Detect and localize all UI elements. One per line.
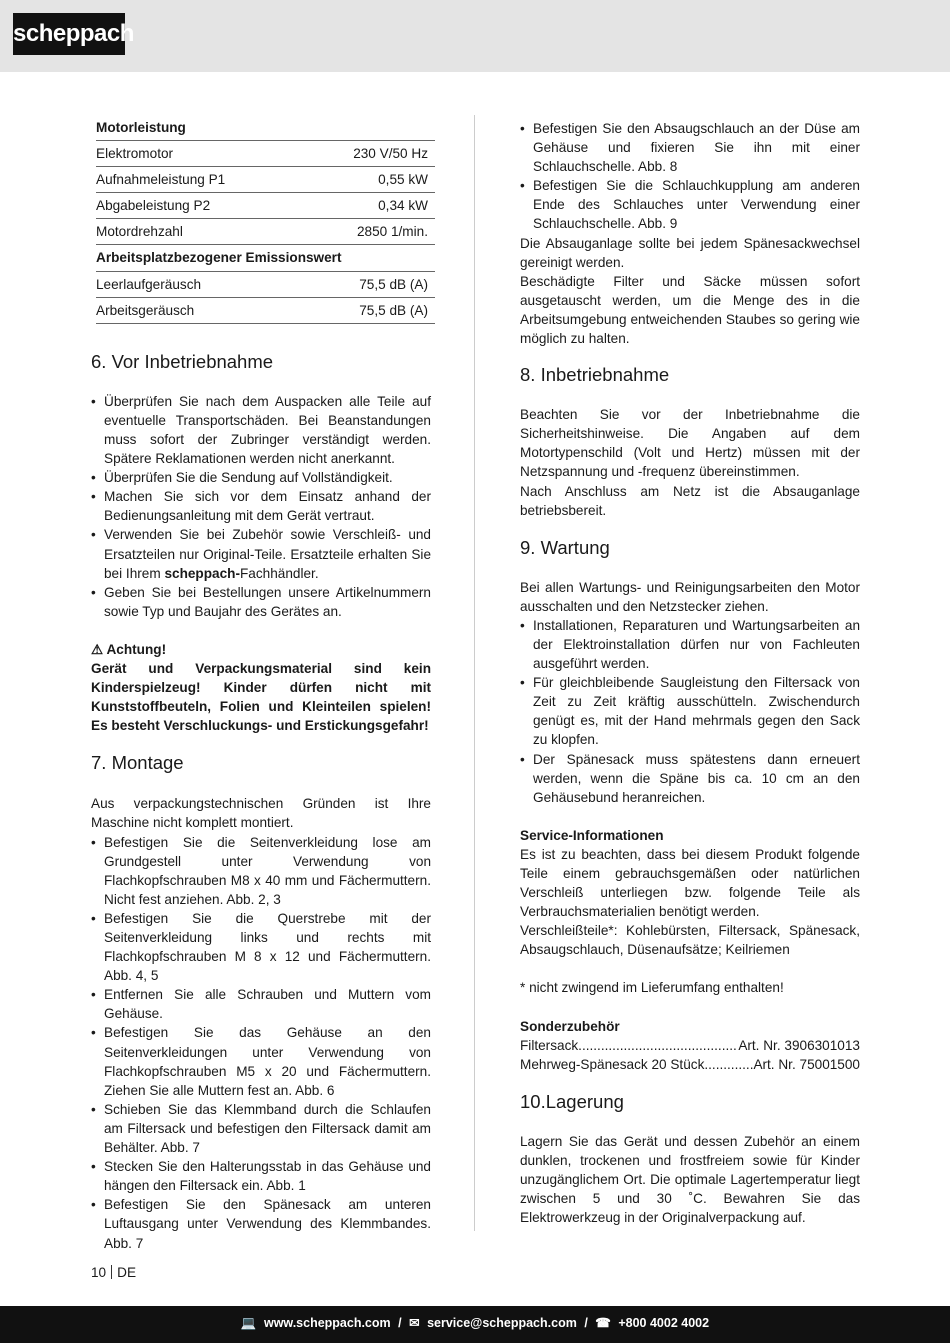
paragraph: Lagern Sie das Gerät und dessen Zubehör an einem dunklen, trockenen und frostfreiem sowie für Kinder unzugänglichem Ort. Die optimale Lagertemperatur liegt zwischen 5 und 30 ˚C. Bewahren Sie das Elektrowerkzeug in der Originalverpackung auf. — [520, 1133, 860, 1226]
phone-number[interactable]: +800 4002 4002 — [618, 1316, 710, 1330]
accessory-row: Filtersack ..... Art. Nr. 3906301013 — [520, 1036, 860, 1055]
list-item: • Überprüfen Sie die Sendung auf Vollständigkeit. — [91, 468, 431, 487]
paragraph: Es ist zu beachten, dass bei diesem Produkt folgende Teile einem gebrauchsgemäßen oder natürlichen Verschleiß unterliegen bzw. folgende Teile als Verbrauchsmaterialien benötigt werden. — [520, 846, 860, 920]
page-header — [0, 0, 950, 72]
spec-row: Motordrehzahl 2850 1/min. — [96, 219, 435, 245]
computer-icon: 💻 — [240, 1316, 257, 1330]
spec-row: Abgabeleistung P2 0,34 kW — [96, 193, 435, 219]
spec-section-header: Motorleistung — [96, 115, 435, 141]
email-link[interactable]: service@scheppach.com — [427, 1316, 577, 1330]
brand-name: scheppach- — [164, 565, 240, 581]
s7-list-continued — [520, 119, 860, 234]
list-item: • Befestigen Sie den Absaugschlauch an der Düse am Gehäuse und fixieren Sie ihn mit einer Schlauchschelle. Abb. 8 — [520, 119, 860, 176]
list-item: • Überprüfen Sie nach dem Auspacken alle Teile auf eventuelle Transportschäden. Bei Beanstandungen muss sofort der Zubringer verständigt werden. Spätere Reklamationen werden nicht anerkannt. — [91, 392, 431, 468]
scheppach-logo: scheppach — [13, 13, 125, 55]
list-item: • Verwenden Sie bei Zubehör sowie Verschleiß- und Ersatzteilen nur Original-Teile. Ersatzteile erhalten Sie bei Ihrem scheppach-Fachhändler. — [91, 525, 431, 582]
website-link[interactable]: www.scheppach.com — [263, 1316, 391, 1330]
phone-icon: ☎ — [595, 1316, 611, 1330]
mail-icon: ✉ — [409, 1316, 420, 1330]
list-item: • Schieben Sie das Klemmband durch die Schlaufen am Filtersack und befestigen den Filtersack damit am Behälter. Abb. 7 — [91, 1100, 431, 1157]
list-item: • Befestigen Sie das Gehäuse an den Seitenverkleidungen unter Verwendung von Flachkopfschrauben M5 x 20 und Fächermuttern. Ziehen Sie alle Muttern fest an. Abb. 6 — [91, 1023, 431, 1099]
warning-text: Gerät und Verpackungsmaterial sind kein Kinderspielzeug! Kinder dürfen nicht mit Kunststoffbeuteln, Folien und Kleinteilen spielen! Es besteht Verschluckungs- und Erstickungsgefahr! — [91, 660, 431, 734]
section-heading-9: 9. Wartung — [520, 536, 610, 558]
page-number: 10 DE — [91, 1265, 137, 1280]
list-item: • Geben Sie bei Bestellungen unsere Artikelnummern sowie Typ und Baujahr des Gerätes an. — [91, 583, 431, 621]
left-column — [91, 115, 431, 1253]
list-item: • Machen Sie sich vor dem Einsatz anhand der Bedienungsanleitung mit dem Gerät vertraut. — [91, 487, 431, 525]
list-item: • Installationen, Reparaturen und Wartungsarbeiten an der Elektroinstallation dürfen nur von Fachleuten ausgeführt werden. — [520, 616, 860, 673]
accessories-title: Sonderzubehör — [520, 1018, 620, 1034]
list-item: • Der Spänesack muss spätestens dann erneuert werden, wenn die Späne bis ca. 10 cm an den Gehäusebund heranreichen. — [520, 750, 860, 807]
spec-row: Arbeitsgeräusch 75,5 dB (A) — [96, 297, 435, 323]
section-heading-10: 10.Lagerung — [520, 1090, 624, 1112]
spec-row: Elektromotor 230 V/50 Hz — [96, 141, 435, 167]
warning-title: ⚠ Achtung! — [91, 641, 167, 657]
paragraph: Die Absauganlage sollte bei jedem Spänesackwechsel gereinigt werden. — [520, 235, 860, 270]
accessory-row: Mehrweg-Spänesack 20 Stück ..... Art. Nr. 75001500 — [520, 1055, 860, 1074]
list-item: • Stecken Sie den Halterungsstab in das Gehäuse und hängen den Filtersack ein. Abb. 1 — [91, 1157, 431, 1195]
page-footer — [0, 1306, 950, 1343]
spec-row: Leerlaufgeräusch 75,5 dB (A) — [96, 271, 435, 297]
list-item: • Befestigen Sie den Spänesack am unteren Luftausgang unter Verwendung des Klemmbandes. Abb. 7 — [91, 1195, 431, 1252]
spec-row: Aufnahmeleistung P1 0,55 kW — [96, 167, 435, 193]
separator: / — [398, 1316, 402, 1330]
list-item: • Befestigen Sie die Schlauchkupplung am anderen Ende des Schlauches unter Verwendung einer Schlauchschelle. Abb. 9 — [520, 176, 860, 233]
column-divider — [474, 115, 475, 1231]
list-item: • Befestigen Sie die Querstrebe mit der Seitenverkleidung links und rechts mit Flachkopfschrauben M 8 x 12 und Fächermuttern. Abb. 4, 5 — [91, 909, 431, 985]
footnote: * nicht zwingend im Lieferumfang enthalten! — [520, 980, 784, 996]
s6-list — [91, 392, 431, 621]
right-column — [520, 119, 860, 1227]
paragraph: Beschädigte Filter und Säcke müssen sofort ausgetauscht werden, um die Menge des in die Arbeitsumgebung entweichenden Staubes so gering wie möglich zu halten. — [520, 273, 860, 347]
spec-table — [96, 115, 435, 324]
s9-list — [520, 616, 860, 807]
s7-intro: Aus verpackungstechnischen Gründen ist Ihre Maschine nicht komplett montiert. — [91, 796, 431, 831]
list-item: • Für gleichbleibende Saugleistung den Filtersack von Zeit zu Zeit kräftig ausschütteln. Zwischendurch genügt es, mit der Hand mehrmals gegen den Sack zu klopfen. — [520, 673, 860, 749]
paragraph: Verschleißteile*: Kohlebürsten, Filtersack, Spänesack, Absaugschlauch, Düsenaufsätze; Keilriemen — [520, 923, 860, 958]
paragraph: Bei allen Wartungs- und Reinigungsarbeiten den Motor ausschalten und den Netzstecker ziehen. — [520, 579, 860, 614]
s7-list — [91, 833, 431, 1253]
list-item: • Entfernen Sie alle Schrauben und Muttern vom Gehäuse. — [91, 985, 431, 1023]
section-heading-7: 7. Montage — [91, 752, 184, 774]
paragraph: Beachten Sie vor der Inbetriebnahme die Sicherheitshinweise. Die Angaben auf dem Motortypenschild (Volt und Hertz) müssen mit der Netzspannung und -frequenz übereinstimmen. — [520, 407, 860, 480]
section-heading-6: 6. Vor Inbetriebnahme — [91, 350, 274, 372]
section-heading-8: 8. Inbetriebnahme — [520, 364, 670, 386]
list-item: • Befestigen Sie die Seitenverkleidung lose am Grundgestell unter Verwendung von Flachkopfschrauben M8 x 40 mm und Fächermuttern. Nicht fest anziehen. Abb. 2, 3 — [91, 833, 431, 909]
separator: / — [584, 1316, 588, 1330]
service-info-title: Service-Informationen — [520, 827, 664, 843]
paragraph: Nach Anschluss am Netz ist die Absauganlage betriebsbereit. — [520, 483, 860, 518]
spec-section-header: Arbeitsplatzbezogener Emissionswert — [96, 245, 435, 271]
